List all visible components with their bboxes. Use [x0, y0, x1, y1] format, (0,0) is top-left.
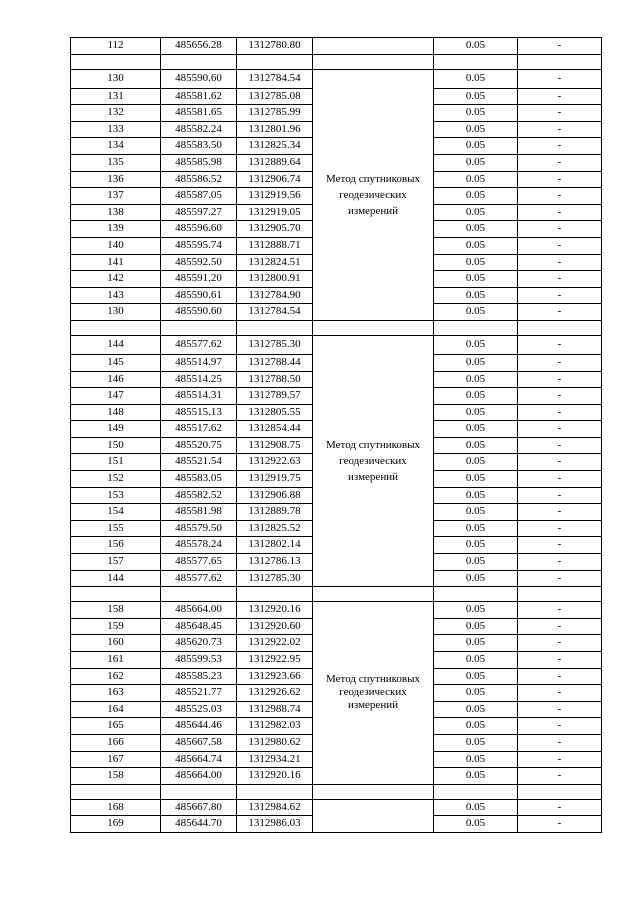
accuracy-cell: 0.05 — [434, 701, 518, 718]
x-coordinate-cell: 485583.50 — [161, 138, 237, 155]
note-cell: - — [518, 570, 602, 587]
empty-cell — [161, 54, 237, 69]
accuracy-cell: 0.05 — [434, 121, 518, 138]
accuracy-cell: 0.05 — [434, 487, 518, 504]
accuracy-cell: 0.05 — [434, 254, 518, 271]
accuracy-cell: 0.05 — [434, 816, 518, 833]
table-row — [71, 602, 602, 619]
coordinates-document — [70, 37, 601, 833]
accuracy-cell: 0.05 — [434, 718, 518, 735]
accuracy-cell: 0.05 — [434, 304, 518, 321]
point-number-cell: 153 — [71, 487, 161, 504]
note-cell: - — [518, 388, 602, 405]
x-coordinate-cell: 485577.62 — [161, 570, 237, 587]
y-coordinate-cell: 1312785.99 — [237, 105, 313, 122]
accuracy-cell: 0.05 — [434, 618, 518, 635]
point-number-cell: 143 — [71, 287, 161, 304]
y-coordinate-cell: 1312919.56 — [237, 188, 313, 205]
separator-row — [71, 784, 602, 799]
table-row — [71, 69, 602, 88]
note-cell: - — [518, 421, 602, 438]
y-coordinate-cell: 1312888.71 — [237, 237, 313, 254]
point-number-cell: 137 — [71, 188, 161, 205]
empty-cell — [71, 784, 161, 799]
x-coordinate-cell: 485582.52 — [161, 487, 237, 504]
note-cell: - — [518, 554, 602, 571]
coordinates-table — [70, 37, 602, 833]
accuracy-cell: 0.05 — [434, 88, 518, 105]
note-cell: - — [518, 471, 602, 488]
note-cell: - — [518, 487, 602, 504]
accuracy-cell: 0.05 — [434, 471, 518, 488]
y-coordinate-cell: 1312922.95 — [237, 652, 313, 669]
empty-cell — [161, 587, 237, 602]
accuracy-cell: 0.05 — [434, 554, 518, 571]
point-number-cell: 148 — [71, 404, 161, 421]
x-coordinate-cell: 485595.74 — [161, 237, 237, 254]
point-number-cell: 154 — [71, 504, 161, 521]
note-cell: - — [518, 734, 602, 751]
point-number-cell: 112 — [71, 38, 161, 55]
point-number-cell: 146 — [71, 371, 161, 388]
accuracy-cell: 0.05 — [434, 437, 518, 454]
note-cell: - — [518, 404, 602, 421]
x-coordinate-cell: 485577.62 — [161, 335, 237, 354]
point-number-cell: 152 — [71, 471, 161, 488]
accuracy-cell: 0.05 — [434, 271, 518, 288]
point-number-cell: 141 — [71, 254, 161, 271]
y-coordinate-cell: 1312984.62 — [237, 799, 313, 816]
note-cell: - — [518, 718, 602, 735]
note-cell: - — [518, 504, 602, 521]
empty-cell — [71, 587, 161, 602]
accuracy-cell: 0.05 — [434, 768, 518, 785]
x-coordinate-cell: 485664.00 — [161, 768, 237, 785]
x-coordinate-cell: 485514.31 — [161, 388, 237, 405]
note-cell: - — [518, 520, 602, 537]
accuracy-cell: 0.05 — [434, 404, 518, 421]
y-coordinate-cell: 1312906.74 — [237, 171, 313, 188]
y-coordinate-cell: 1312920.16 — [237, 602, 313, 619]
note-cell: - — [518, 354, 602, 371]
x-coordinate-cell: 485581.65 — [161, 105, 237, 122]
y-coordinate-cell: 1312825.34 — [237, 138, 313, 155]
accuracy-cell: 0.05 — [434, 221, 518, 238]
point-number-cell: 165 — [71, 718, 161, 735]
point-number-cell: 133 — [71, 121, 161, 138]
y-coordinate-cell: 1312789.57 — [237, 388, 313, 405]
method-cell — [313, 38, 434, 55]
accuracy-cell: 0.05 — [434, 751, 518, 768]
x-coordinate-cell: 485581.98 — [161, 504, 237, 521]
y-coordinate-cell: 1312805.55 — [237, 404, 313, 421]
x-coordinate-cell: 485578.24 — [161, 537, 237, 554]
table-row — [71, 335, 602, 354]
note-cell: - — [518, 537, 602, 554]
y-coordinate-cell: 1312785.30 — [237, 570, 313, 587]
note-cell: - — [518, 171, 602, 188]
note-cell: - — [518, 121, 602, 138]
note-cell: - — [518, 254, 602, 271]
y-coordinate-cell: 1312908.75 — [237, 437, 313, 454]
accuracy-cell: 0.05 — [434, 734, 518, 751]
method-cell — [313, 335, 434, 586]
y-coordinate-cell: 1312780.80 — [237, 38, 313, 55]
point-number-cell: 136 — [71, 171, 161, 188]
x-coordinate-cell: 485590.60 — [161, 304, 237, 321]
separator-row — [71, 54, 602, 69]
accuracy-cell: 0.05 — [434, 388, 518, 405]
note-cell: - — [518, 88, 602, 105]
separator-row — [71, 587, 602, 602]
method-cell — [313, 799, 434, 832]
point-number-cell: 149 — [71, 421, 161, 438]
x-coordinate-cell: 485656.28 — [161, 38, 237, 55]
x-coordinate-cell: 485517.62 — [161, 421, 237, 438]
x-coordinate-cell: 485667.80 — [161, 799, 237, 816]
accuracy-cell: 0.05 — [434, 537, 518, 554]
point-number-cell: 161 — [71, 652, 161, 669]
y-coordinate-cell: 1312905.70 — [237, 221, 313, 238]
table-row — [71, 38, 602, 55]
accuracy-cell: 0.05 — [434, 454, 518, 471]
y-coordinate-cell: 1312934.21 — [237, 751, 313, 768]
point-number-cell: 138 — [71, 204, 161, 221]
empty-cell — [434, 320, 518, 335]
accuracy-cell: 0.05 — [434, 685, 518, 702]
y-coordinate-cell: 1312919.75 — [237, 471, 313, 488]
point-number-cell: 167 — [71, 751, 161, 768]
note-cell: - — [518, 685, 602, 702]
separator-row — [71, 320, 602, 335]
x-coordinate-cell: 485581.62 — [161, 88, 237, 105]
y-coordinate-cell: 1312802.14 — [237, 537, 313, 554]
y-coordinate-cell: 1312788.50 — [237, 371, 313, 388]
accuracy-cell: 0.05 — [434, 188, 518, 205]
y-coordinate-cell: 1312784.90 — [237, 287, 313, 304]
empty-cell — [237, 54, 313, 69]
x-coordinate-cell: 485664.74 — [161, 751, 237, 768]
y-coordinate-cell: 1312825.52 — [237, 520, 313, 537]
y-coordinate-cell: 1312906.88 — [237, 487, 313, 504]
note-cell: - — [518, 668, 602, 685]
accuracy-cell: 0.05 — [434, 69, 518, 88]
note-cell: - — [518, 188, 602, 205]
point-number-cell: 163 — [71, 685, 161, 702]
y-coordinate-cell: 1312923.66 — [237, 668, 313, 685]
accuracy-cell: 0.05 — [434, 335, 518, 354]
empty-cell — [237, 587, 313, 602]
empty-cell — [161, 320, 237, 335]
method-text: Метод спутниковых геодезических измерений — [326, 439, 420, 484]
accuracy-cell: 0.05 — [434, 171, 518, 188]
point-number-cell: 142 — [71, 271, 161, 288]
coordinates-table-body — [71, 38, 602, 833]
empty-cell — [518, 320, 602, 335]
y-coordinate-cell: 1312986.03 — [237, 816, 313, 833]
note-cell: - — [518, 602, 602, 619]
empty-cell — [434, 784, 518, 799]
note-cell: - — [518, 652, 602, 669]
table-row — [71, 799, 602, 816]
y-coordinate-cell: 1312801.96 — [237, 121, 313, 138]
x-coordinate-cell: 485590.60 — [161, 69, 237, 88]
note-cell: - — [518, 69, 602, 88]
point-number-cell: 166 — [71, 734, 161, 751]
empty-cell — [161, 784, 237, 799]
empty-cell — [434, 587, 518, 602]
point-number-cell: 145 — [71, 354, 161, 371]
accuracy-cell: 0.05 — [434, 287, 518, 304]
empty-cell — [237, 320, 313, 335]
accuracy-cell: 0.05 — [434, 204, 518, 221]
y-coordinate-cell: 1312988.74 — [237, 701, 313, 718]
point-number-cell: 135 — [71, 154, 161, 171]
y-coordinate-cell: 1312982.03 — [237, 718, 313, 735]
note-cell: - — [518, 105, 602, 122]
note-cell: - — [518, 221, 602, 238]
x-coordinate-cell: 485597.27 — [161, 204, 237, 221]
empty-cell — [71, 320, 161, 335]
point-number-cell: 155 — [71, 520, 161, 537]
empty-cell — [313, 320, 434, 335]
x-coordinate-cell: 485514.97 — [161, 354, 237, 371]
x-coordinate-cell: 485592.50 — [161, 254, 237, 271]
note-cell: - — [518, 237, 602, 254]
y-coordinate-cell: 1312922.02 — [237, 635, 313, 652]
accuracy-cell: 0.05 — [434, 635, 518, 652]
point-number-cell: 164 — [71, 701, 161, 718]
method-text: Метод спутниковых геодезических измерений — [326, 172, 420, 217]
note-cell: - — [518, 816, 602, 833]
y-coordinate-cell: 1312919.05 — [237, 204, 313, 221]
y-coordinate-cell: 1312980.62 — [237, 734, 313, 751]
accuracy-cell: 0.05 — [434, 799, 518, 816]
y-coordinate-cell: 1312784.54 — [237, 304, 313, 321]
accuracy-cell: 0.05 — [434, 138, 518, 155]
x-coordinate-cell: 485620.73 — [161, 635, 237, 652]
x-coordinate-cell: 485586.52 — [161, 171, 237, 188]
accuracy-cell: 0.05 — [434, 504, 518, 521]
x-coordinate-cell: 485591.20 — [161, 271, 237, 288]
empty-cell — [434, 54, 518, 69]
y-coordinate-cell: 1312786.13 — [237, 554, 313, 571]
method-cell — [313, 69, 434, 320]
note-cell: - — [518, 437, 602, 454]
accuracy-cell: 0.05 — [434, 354, 518, 371]
x-coordinate-cell: 485596.60 — [161, 221, 237, 238]
x-coordinate-cell: 485579.50 — [161, 520, 237, 537]
accuracy-cell: 0.05 — [434, 237, 518, 254]
point-number-cell: 168 — [71, 799, 161, 816]
y-coordinate-cell: 1312926.62 — [237, 685, 313, 702]
accuracy-cell: 0.05 — [434, 602, 518, 619]
accuracy-cell: 0.05 — [434, 668, 518, 685]
empty-cell — [313, 54, 434, 69]
point-number-cell: 139 — [71, 221, 161, 238]
point-number-cell: 150 — [71, 437, 161, 454]
x-coordinate-cell: 485587.05 — [161, 188, 237, 205]
point-number-cell: 158 — [71, 768, 161, 785]
point-number-cell: 144 — [71, 335, 161, 354]
note-cell: - — [518, 38, 602, 55]
point-number-cell: 160 — [71, 635, 161, 652]
accuracy-cell: 0.05 — [434, 154, 518, 171]
x-coordinate-cell: 485585.23 — [161, 668, 237, 685]
point-number-cell: 132 — [71, 105, 161, 122]
accuracy-cell: 0.05 — [434, 371, 518, 388]
y-coordinate-cell: 1312920.16 — [237, 768, 313, 785]
point-number-cell: 158 — [71, 602, 161, 619]
accuracy-cell: 0.05 — [434, 38, 518, 55]
y-coordinate-cell: 1312788.44 — [237, 354, 313, 371]
y-coordinate-cell: 1312800.91 — [237, 271, 313, 288]
x-coordinate-cell: 485514.25 — [161, 371, 237, 388]
point-number-cell: 130 — [71, 304, 161, 321]
method-cell — [313, 602, 434, 785]
note-cell: - — [518, 618, 602, 635]
x-coordinate-cell: 485590.61 — [161, 287, 237, 304]
x-coordinate-cell: 485582.24 — [161, 121, 237, 138]
point-number-cell: 157 — [71, 554, 161, 571]
x-coordinate-cell: 485521.77 — [161, 685, 237, 702]
y-coordinate-cell: 1312889.64 — [237, 154, 313, 171]
point-number-cell: 162 — [71, 668, 161, 685]
note-cell: - — [518, 751, 602, 768]
empty-cell — [518, 587, 602, 602]
x-coordinate-cell: 485577.65 — [161, 554, 237, 571]
y-coordinate-cell: 1312785.30 — [237, 335, 313, 354]
accuracy-cell: 0.05 — [434, 421, 518, 438]
note-cell: - — [518, 768, 602, 785]
note-cell: - — [518, 271, 602, 288]
x-coordinate-cell: 485525.03 — [161, 701, 237, 718]
point-number-cell: 131 — [71, 88, 161, 105]
method-text: Метод спутниковых геодезических измерений — [326, 673, 420, 712]
empty-cell — [237, 784, 313, 799]
x-coordinate-cell: 485585.98 — [161, 154, 237, 171]
y-coordinate-cell: 1312784.54 — [237, 69, 313, 88]
point-number-cell: 147 — [71, 388, 161, 405]
note-cell: - — [518, 335, 602, 354]
note-cell: - — [518, 138, 602, 155]
point-number-cell: 134 — [71, 138, 161, 155]
point-number-cell: 159 — [71, 618, 161, 635]
note-cell: - — [518, 701, 602, 718]
point-number-cell: 130 — [71, 69, 161, 88]
x-coordinate-cell: 485583.05 — [161, 471, 237, 488]
accuracy-cell: 0.05 — [434, 570, 518, 587]
empty-cell — [518, 784, 602, 799]
note-cell: - — [518, 799, 602, 816]
y-coordinate-cell: 1312785.08 — [237, 88, 313, 105]
note-cell: - — [518, 154, 602, 171]
empty-cell — [518, 54, 602, 69]
y-coordinate-cell: 1312922.63 — [237, 454, 313, 471]
note-cell: - — [518, 454, 602, 471]
point-number-cell: 151 — [71, 454, 161, 471]
note-cell: - — [518, 287, 602, 304]
x-coordinate-cell: 485521.54 — [161, 454, 237, 471]
y-coordinate-cell: 1312920.60 — [237, 618, 313, 635]
x-coordinate-cell: 485664.00 — [161, 602, 237, 619]
accuracy-cell: 0.05 — [434, 105, 518, 122]
note-cell: - — [518, 635, 602, 652]
x-coordinate-cell: 485515.13 — [161, 404, 237, 421]
note-cell: - — [518, 304, 602, 321]
point-number-cell: 169 — [71, 816, 161, 833]
y-coordinate-cell: 1312889.78 — [237, 504, 313, 521]
y-coordinate-cell: 1312854.44 — [237, 421, 313, 438]
x-coordinate-cell: 485644.46 — [161, 718, 237, 735]
x-coordinate-cell: 485520.75 — [161, 437, 237, 454]
y-coordinate-cell: 1312824.51 — [237, 254, 313, 271]
empty-cell — [71, 54, 161, 69]
empty-cell — [313, 587, 434, 602]
point-number-cell: 140 — [71, 237, 161, 254]
x-coordinate-cell: 485644.70 — [161, 816, 237, 833]
x-coordinate-cell: 485667.58 — [161, 734, 237, 751]
note-cell: - — [518, 371, 602, 388]
point-number-cell: 156 — [71, 537, 161, 554]
note-cell: - — [518, 204, 602, 221]
accuracy-cell: 0.05 — [434, 652, 518, 669]
point-number-cell: 144 — [71, 570, 161, 587]
x-coordinate-cell: 485599.53 — [161, 652, 237, 669]
empty-cell — [313, 784, 434, 799]
accuracy-cell: 0.05 — [434, 520, 518, 537]
x-coordinate-cell: 485648.45 — [161, 618, 237, 635]
